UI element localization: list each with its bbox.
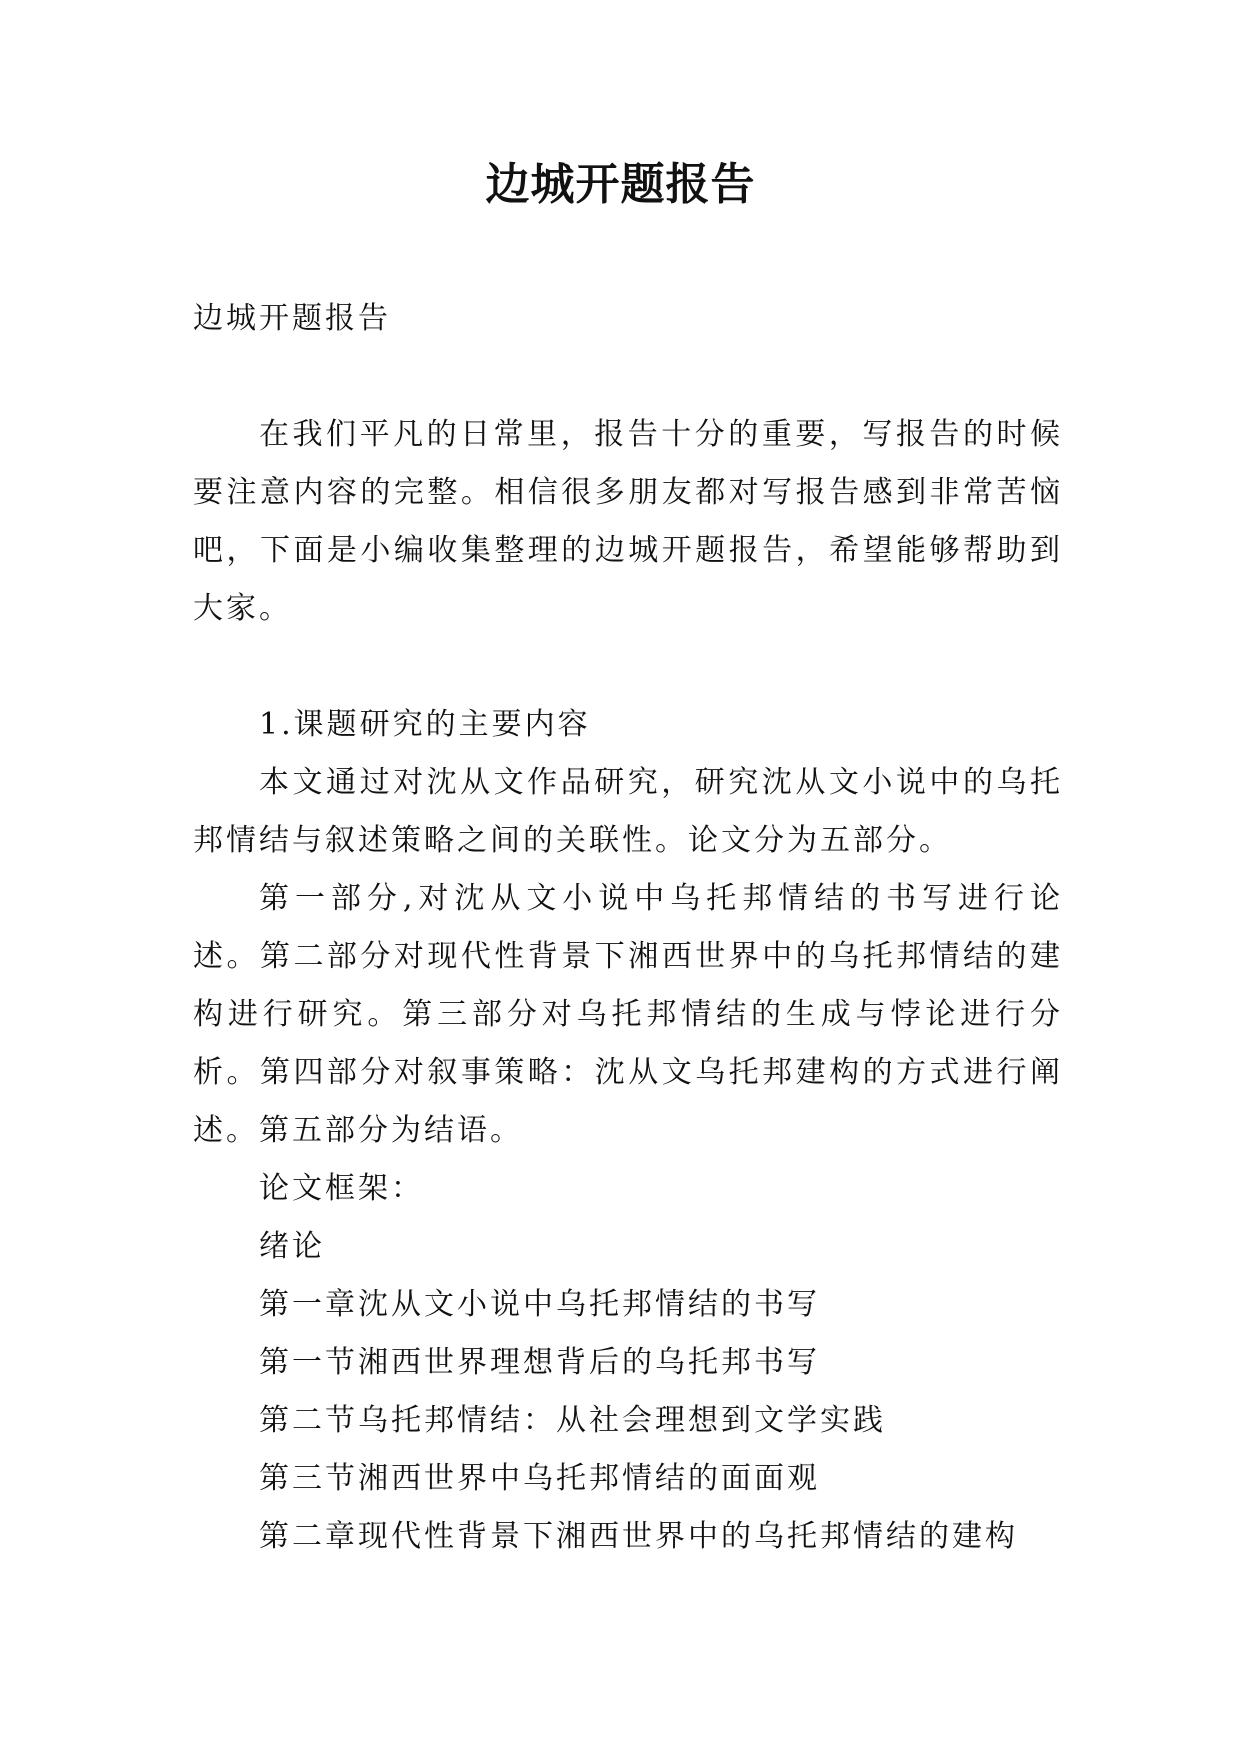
outline-item: 第三节湘西世界中乌托邦情结的面面观 bbox=[259, 1461, 820, 1496]
outline-item: 第一节湘西世界理想背后的乌托邦书写 bbox=[259, 1345, 820, 1380]
outline-item: 第二章现代性背景下湘西世界中的乌托邦情结的建构 bbox=[259, 1519, 1018, 1554]
document-subtitle: 边城开题报告 bbox=[193, 301, 391, 336]
document-title: 边城开题报告 bbox=[485, 159, 756, 210]
outline-label: 论文框架： bbox=[259, 1171, 424, 1206]
intro-paragraph: 在我们平凡的日常里，报告十分的重要，写报告的时候要注意内容的完整。相信很多朋友都对写报告感到非常苦恼吧，下面是小编收集整理的边城开题报告，希望能够帮助到大家。 bbox=[193, 417, 1063, 626]
body-paragraph: 第一部分,对沈从文小说中乌托邦情结的书写进行论述。第二部分对现代性背景下湘西世界中的乌托邦情结的建构进行研究。第三部分对乌托邦情结的生成与悖论进行分析。第四部分对叙事策略：沈从文乌托邦建构的方式进行阐述。第五部分为结语。 bbox=[193, 881, 1063, 1148]
outline-item: 第一章沈从文小说中乌托邦情结的书写 bbox=[259, 1287, 820, 1322]
body-paragraph: 本文通过对沈从文作品研究，研究沈从文小说中的乌托邦情结与叙述策略之间的关联性。论文分为五部分。 bbox=[193, 765, 1063, 858]
document-body bbox=[193, 406, 1063, 1566]
section-heading: 1.课题研究的主要内容 bbox=[259, 707, 591, 742]
outline-item: 第二节乌托邦情结：从社会理想到文学实践 bbox=[259, 1403, 886, 1438]
outline-item: 绪论 bbox=[259, 1229, 325, 1264]
